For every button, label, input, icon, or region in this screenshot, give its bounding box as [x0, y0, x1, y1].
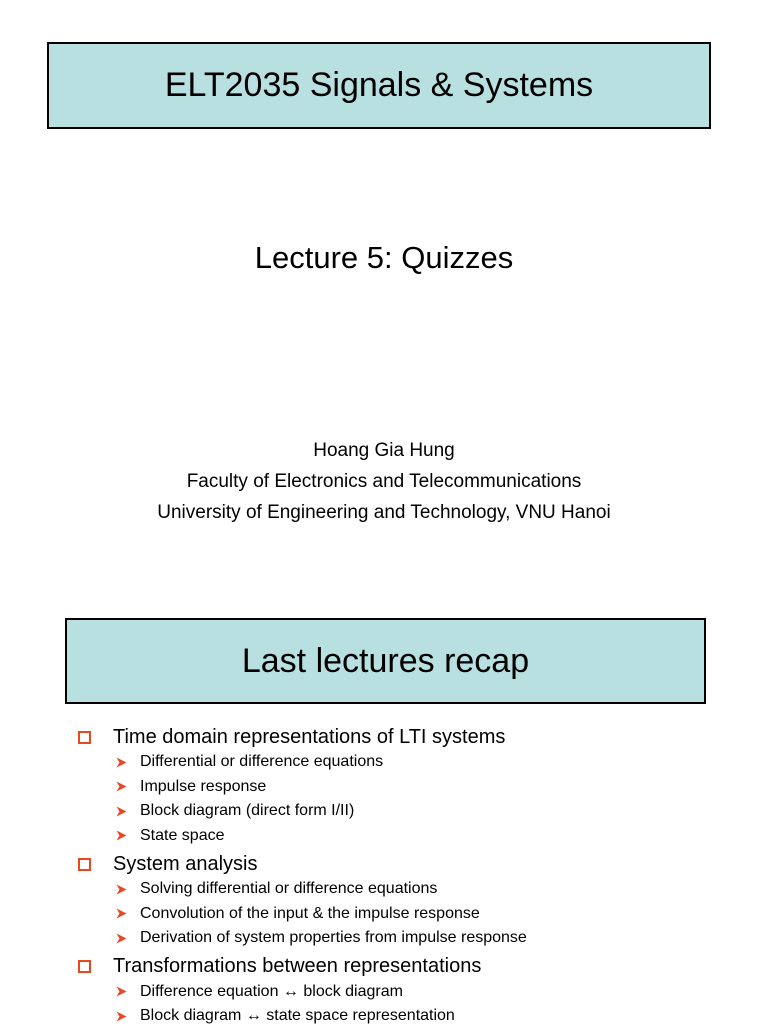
arrowhead-icon	[116, 1011, 130, 1022]
sub-item	[78, 799, 758, 824]
sub-item-label: Solving differential or difference equations	[140, 880, 438, 898]
lecture-title: Lecture 5: Quizzes	[254, 240, 514, 275]
bullet-system-analysis	[78, 851, 758, 877]
arrowhead-icon	[116, 884, 130, 895]
bullet-time-domain	[78, 724, 758, 750]
sub-item	[78, 980, 758, 1005]
sub-list-time-domain	[78, 750, 758, 848]
arrowhead-icon	[116, 781, 130, 792]
arrowhead-icon	[116, 806, 130, 817]
slide1-title: ELT2035 Signals & Systems	[164, 66, 594, 104]
sub-item-label: Block diagram (direct form I/II)	[140, 802, 355, 820]
sub-item-label: Impulse response	[140, 777, 267, 795]
hollow-square-icon	[78, 858, 91, 871]
sub-item-label: Differential or difference equations	[140, 753, 384, 771]
arrowhead-icon	[116, 757, 130, 768]
author-name: Hoang Gia Hung	[313, 440, 455, 461]
arrowhead-icon	[116, 908, 130, 919]
sub-item-label: State space	[140, 826, 225, 844]
author-block	[0, 435, 768, 528]
arrowhead-icon	[116, 830, 130, 841]
author-university: University of Engineering and Technology, VNU Hanoi	[157, 502, 611, 523]
sub-item	[78, 775, 758, 800]
sub-item-label: Difference equation ↔ block diagram	[140, 982, 403, 1000]
arrowhead-icon	[116, 933, 130, 944]
sub-item	[78, 824, 758, 849]
bullet-label: Transformations between representations	[113, 955, 482, 977]
sub-item-label: Block diagram ↔ state space representation	[140, 1007, 455, 1025]
bullet-label: System analysis	[113, 852, 258, 875]
sub-item	[78, 1004, 758, 1029]
sub-item-label: Derivation of system properties from impulse response	[140, 929, 527, 947]
sub-item	[78, 877, 758, 902]
slide2-title: Last lectures recap	[241, 641, 530, 680]
slide2-title-box	[65, 618, 706, 704]
author-faculty: Faculty of Electronics and Telecommunications	[186, 471, 582, 492]
sub-list-transformations	[78, 980, 758, 1029]
sub-item	[78, 902, 758, 927]
recap-bullet-list	[78, 724, 758, 1029]
sub-list-system-analysis	[78, 877, 758, 951]
slide1-title-box	[47, 42, 711, 129]
arrowhead-icon	[116, 986, 130, 997]
sub-item	[78, 926, 758, 951]
hollow-square-icon	[78, 731, 91, 744]
hollow-square-icon	[78, 960, 91, 973]
bullet-label: Time domain representations of LTI systems	[113, 725, 506, 748]
sub-item-label: Convolution of the input & the impulse response	[140, 904, 480, 922]
sub-item	[78, 750, 758, 775]
bullet-transformations	[78, 954, 758, 980]
